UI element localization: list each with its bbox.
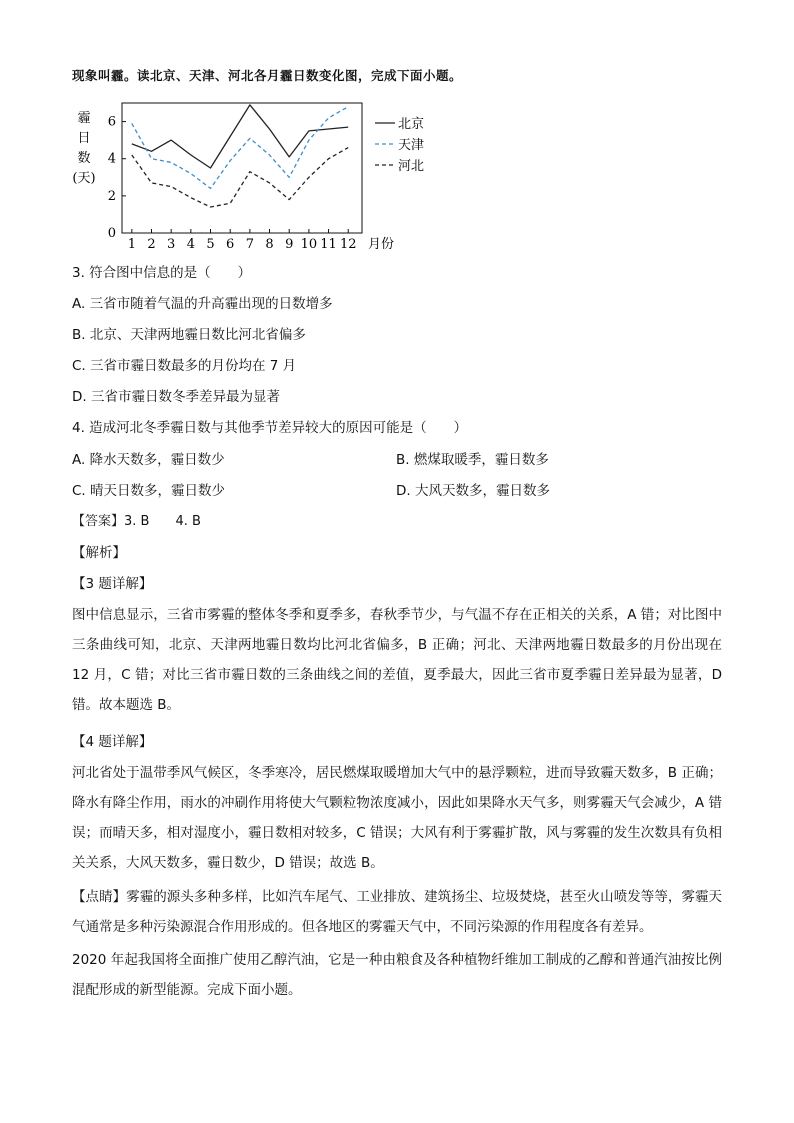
chart-x-tick-label: 2 — [147, 237, 156, 252]
chart-series-lines — [132, 105, 348, 207]
answer-text: 3. B 4. B — [124, 514, 201, 529]
chart-x-tick-label: 8 — [265, 237, 274, 252]
q4-detail-text: 河北省处于温带季风气候区，冬季寒冷，居民燃煤取暖增加大气中的悬浮颗粒，进而导致霾天数多，B 正确；降水有降尘作用，雨水的冲刷作用将使大气颗粒物浓度减小，因此如果降水天气多，则雾霾天气会减少，A 错误；而晴天多，相对湿度小，霾日数相对较多，C 错误；大风有利于雾霾扩散，风与雾霾的发生次数具有负相关关系，大风天数多，霾日数少，D 错误；故选 B。 — [72, 765, 722, 871]
chart-y-tick-label: 4 — [107, 151, 116, 167]
chart-x-ticks — [128, 229, 357, 252]
next-passage-intro: 2020 年起我国将全面推广使用乙醇汽油，它是一种由粮食及各种植物纤维加工制成的乙醇和普通汽油按比例混配形成的新型能源。完成下面小题。 — [72, 952, 722, 998]
chart-x-tick-label: 12 — [339, 237, 357, 252]
q4-option-b: B. 燃煤取暖季，霾日数多 — [396, 452, 549, 468]
q3-option-a: A. 三省市随着气温的升高霾出现的日数增多 — [72, 296, 333, 312]
q4-option-a: A. 降水天数多，霾日数少 — [72, 452, 225, 468]
chart-x-tick-label: 6 — [226, 237, 235, 252]
tip-text: 雾霾的源头多种多样，比如汽车尾气、工业排放、建筑扬尘、垃圾焚烧，甚至火山喷发等等，雾霾天气通常是多种污染源混合作用形成的。但各地区的雾霾天气中，不同污染源的作用程度各有差异。 — [72, 889, 723, 935]
chart-y-label-char: 数 — [77, 151, 91, 166]
chart-legend-label: 北京 — [398, 117, 425, 132]
q3-detail-text: 图中信息显示，三省市雾霾的整体冬季和夏季多，春秋季节少，与气温不存在正相关的关系，A 错；对比图中三条曲线可知，北京、天津两地霾日数均比河北省偏多，B 正确；河北、天津两地霾日数最多的月份出现在 12 月，C 错；对比三省市霾日数的三条曲线之间的差值，夏季最大，因此三省市夏季霾日差异最为显著，D 错。故本题选 B。 — [72, 607, 722, 713]
chart-x-tick-label: 5 — [206, 237, 215, 252]
chart-y-tick-label: 2 — [107, 188, 116, 204]
chart-x-tick-label: 10 — [300, 237, 318, 252]
tip-block — [72, 882, 722, 942]
q4-detail-tag: 【4 题详解】 — [72, 734, 153, 750]
chart-y-label-char: 日 — [77, 131, 91, 146]
chart-series-line-2 — [132, 107, 348, 189]
q3-detail-tag: 【3 题详解】 — [72, 576, 153, 592]
q3-option-c: C. 三省市霾日数最多的月份均在 7 月 — [72, 358, 297, 374]
q3-option-d: D. 三省市霾日数冬季差异最为显著 — [72, 389, 280, 405]
chart-x-tick-label: 3 — [167, 237, 176, 252]
q3-stem: 3. 符合图中信息的是（ ） — [72, 265, 252, 281]
analysis-tag: 【解析】 — [72, 545, 126, 561]
chart-x-tick-label: 11 — [320, 237, 337, 252]
chart-y-tick-label: 0 — [107, 226, 116, 241]
passage-intro: 现象叫霾。读北京、天津、河北各月霾日数变化图，完成下面小题。 — [72, 68, 463, 83]
chart-x-tick-label: 4 — [186, 237, 195, 252]
q4-option-c: C. 晴天日数多，霾日数少 — [72, 483, 226, 499]
chart-y-ticks — [108, 115, 126, 241]
chart-x-tick-label: 9 — [285, 237, 294, 252]
chart-x-tick-label: 1 — [127, 237, 136, 252]
chart-legend — [375, 116, 424, 174]
chart-series-line-3 — [132, 148, 348, 207]
chart-y-tick-label: 6 — [107, 114, 116, 130]
q4-option-d: D. 大风天数多，霾日数多 — [396, 483, 550, 499]
q4-stem: 4. 造成河北冬季霾日数与其他季节差异较大的原因可能是（ ） — [72, 420, 468, 436]
tip-tag: 【点睛】 — [72, 889, 127, 905]
q3-option-b: B. 北京、天津两地霾日数比河北省偏多 — [72, 327, 306, 343]
chart-legend-label: 天津 — [398, 138, 425, 153]
chart-series-line-1 — [132, 105, 348, 168]
haze-days-line-chart — [70, 95, 425, 255]
chart-y-label-char: (天) — [72, 171, 96, 186]
answer-line — [72, 512, 201, 532]
chart-plot-frame — [122, 103, 362, 233]
chart-x-axis-label: 月份 — [368, 237, 395, 252]
answer-tag: 【答案】 — [72, 514, 125, 529]
chart-y-axis-label — [72, 111, 95, 186]
chart-y-label-char: 霾 — [77, 111, 91, 126]
chart-x-tick-label: 7 — [245, 237, 255, 252]
chart-legend-label: 河北 — [398, 159, 425, 174]
